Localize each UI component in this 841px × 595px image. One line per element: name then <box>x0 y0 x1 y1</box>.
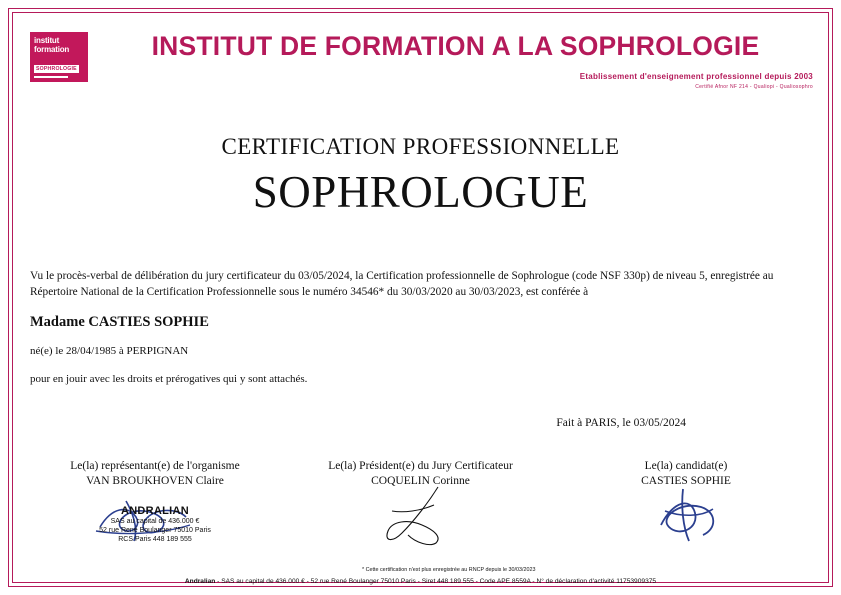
company-stamp <box>99 505 211 544</box>
signature-person: VAN BROUKHOVEN Claire <box>86 475 224 487</box>
certificate-body <box>22 268 819 429</box>
organization-title: INSTITUT DE FORMATION A LA SOPHROLOGIE <box>151 31 760 61</box>
handwritten-signature-icon <box>296 481 546 547</box>
header-title-block <box>88 30 819 90</box>
signature-row <box>30 459 811 543</box>
signature-role: Le(la) représentant(e) de l'organisme <box>70 460 240 472</box>
stamp-address: 52 rue René Boulanger 75010 Paris <box>99 527 211 534</box>
signature-block-representative <box>30 459 280 543</box>
certificate-content <box>22 22 819 585</box>
footer-company: Andralian <box>184 578 216 585</box>
logo-bar <box>34 76 68 78</box>
signature-block-candidate <box>561 459 811 489</box>
recipient-name: Madame CASTIES SOPHIE <box>30 314 209 330</box>
document-footer <box>22 578 819 585</box>
body-paragraph: Vu le procès-verbal de délibération du jury certificateur du 03/05/2024, la Certification professionnelle de Sophrologue (code NSF 330p) de niveau 5, enregistrée au Répertoire National de la Certification Professionnelle sous le numéro 34546* du 30/03/2020 au 30/03/2023, est conférée à <box>30 270 774 298</box>
certificate-subtitle: CERTIFICATION PROFESSIONNELLE <box>221 134 620 159</box>
document-header <box>22 22 819 90</box>
signature-role: Le(la) Président(e) du Jury Certificateur <box>328 460 513 472</box>
rights-statement: pour en jouir avec les droits et prérogatives qui y sont attachés. <box>30 373 308 385</box>
header-certifications: Certifié Afnor NF 214 - Qualiopi - Qualiosophro <box>695 84 813 90</box>
header-tagline: Etablissement d'enseignement professionnel depuis 2003 <box>579 72 813 81</box>
logo-line2: formation <box>34 45 70 54</box>
handwritten-signature-icon <box>561 481 811 547</box>
signature-person: COQUELIN Corinne <box>371 475 470 487</box>
stamp-rcs: RCS Paris 448 189 555 <box>118 536 192 543</box>
place-and-date: Fait à PARIS, le 03/05/2024 <box>556 417 686 429</box>
rncp-footnote: * Cette certification n'est plus enregistrée au RNCP depuis le 30/03/2023 <box>362 567 536 573</box>
signature-role: Le(la) candidat(e) <box>644 460 728 472</box>
signature-block-jury-president <box>296 459 546 489</box>
certificate-title: SOPHROLOGUE <box>252 167 589 217</box>
footer-details: - SAS au capital de 436.000 € - 52 rue René Boulanger 75010 Paris - Siret 448 189 555 - Code APE 8559A - N° de déclaration d'activité 11753909375 <box>215 578 657 585</box>
institut-logo <box>30 32 88 82</box>
logo-line1: institut <box>34 36 60 45</box>
logo-subtitle: SOPHROLOGIE <box>36 66 77 72</box>
signature-person: CASTIES SOPHIE <box>641 475 731 487</box>
logo-text <box>34 36 69 54</box>
stamp-capital: SAS au capital de 436.000 € <box>110 518 200 525</box>
recipient-birth: né(e) le 28/04/1985 à PERPIGNAN <box>30 345 189 357</box>
stamp-company-name: ANDRALIAN <box>120 505 190 517</box>
